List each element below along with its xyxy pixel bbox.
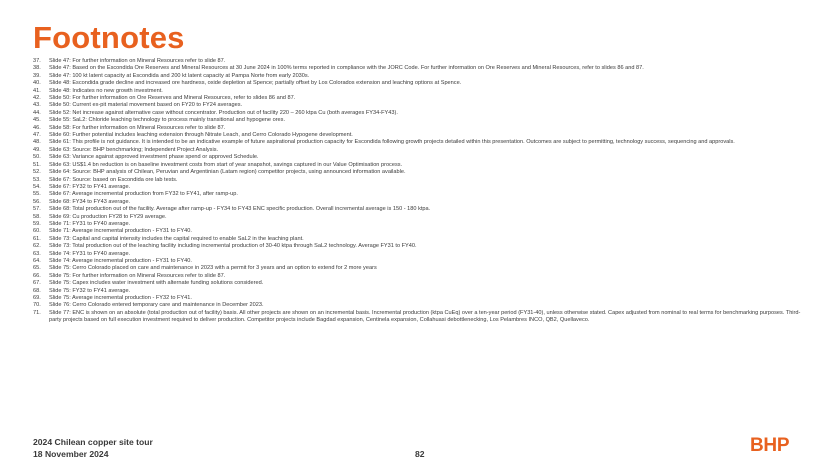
footnote-item [33,288,808,295]
footnote-text: Slide 75: Capex includes water investment with alternate funding solutions considered. [49,280,264,287]
footnote-text: Slide 68: Total production out of the facility. Average after ramp-up - FY34 to FY43 ENC specific production. Overall incremental average is 150 - 180 ktpa. [49,206,431,213]
footnote-item [33,295,808,302]
footnote-item [33,228,808,235]
footnote-text: Slide 48: Indicates no new growth investment. [49,87,163,94]
footnote-item [33,258,808,265]
footnote-item [33,125,808,132]
footnote-text: Slide 71: FY31 to FY40 average. [49,220,131,227]
footnote-item [33,139,808,146]
footnote-item [33,310,808,325]
footnote-number: 58. [33,213,41,220]
footnote-number: 69. [33,295,41,301]
footnote-item [33,214,808,221]
footnote-text: Slide 67: Average incremental production from FY32 to FY41, after ramp-up. [49,191,238,198]
footnote-item [33,184,808,191]
footnote-text: Slide 64: Source: BHP analysis of Chilean, Peruvian and Argentinian (Latam region) competitor projects, using announced information available. [49,169,406,176]
footnote-text: Slide 52: Net increase against alternative case without concentrator. Production out of facility 220 – 260 ktpa Cu (both averages FY34-FY43). [49,109,398,116]
footnote-text: Slide 75: Average incremental production - FY32 to FY41. [49,295,192,301]
footnote-text: Slide 75: For further information on Mineral Resources refer to slide 87. [49,272,226,279]
footnote-number: 44. [33,109,41,116]
footnote-item [33,177,808,184]
footnote-text: Slide 69: Cu production FY28 to FY29 average. [49,213,167,220]
bhp-logo: BHP [750,435,790,456]
footer-event: 2024 Chilean copper site tour [33,437,153,447]
page-number: 82 [415,449,425,459]
footnote-item [33,65,808,72]
page-title: Footnotes [33,20,185,55]
footnote-item [33,88,808,95]
footnote-item [33,110,808,117]
footnote-number: 37. [33,58,41,64]
footnote-number: 51. [33,161,41,168]
footnote-number: 60. [33,228,41,235]
footnote-number: 66. [33,272,41,279]
footnote-item [33,147,808,154]
footnote-number: 59. [33,220,41,227]
footnote-item [33,102,808,109]
footnote-item [33,117,808,124]
footnote-number: 61. [33,235,41,242]
footnote-text: Slide 63: Source: BHP benchmarking; Independent Project Analysis. [49,146,219,153]
footnote-number: 40. [33,80,41,87]
footnote-item [33,58,808,65]
footnote-item [33,236,808,243]
footnote-number: 65. [33,265,41,272]
footnote-number: 53. [33,176,41,183]
footnote-item [33,132,808,139]
footnote-text: Slide 63: US$1.4 bn reduction is on baseline investment costs from start of year snapshot, savings captured in our Value Optimisation process. [49,161,403,168]
footnote-number: 64. [33,257,41,264]
footnote-text: Slide 58: For further information on Mineral Resources refer to slide 87. [49,124,226,131]
footnote-number: 52. [33,169,41,176]
footnote-text: Slide 71: Average incremental production - FY31 to FY40. [49,228,192,235]
footnote-text: Slide 48: Escondida grade decline and increased ore hardness, oxide depletion at Spence; partially offset by Los Colorados extension and leaching options at Spence. [49,80,462,87]
footnote-item [33,273,808,280]
footnote-number: 71. [33,309,41,316]
footnote-text: Slide 73: Capital and capital intensity includes the capital required to enable SaL2 in the leaching plant. [49,235,304,242]
footnote-text: Slide 47: 100 kt latent capacity at Escondida and 200 kt latent capacity at Pampa Norte from early 2030s. [49,72,310,79]
footnote-number: 47. [33,132,41,139]
footnote-number: 42. [33,95,41,102]
footnote-text: Slide 50: For further information on Ore Reserves and Mineral Resources, refer to slides 86 and 87. [49,95,296,102]
footnote-number: 39. [33,72,41,79]
footnote-item [33,95,808,102]
footnote-number: 62. [33,243,41,250]
footnote-text: Slide 75: FY32 to FY41 average. [49,287,131,294]
footnote-text: Slide 68: FY34 to FY43 average. [49,198,131,205]
footnote-number: 54. [33,183,41,190]
footnote-text: Slide 63: Variance against approved investment phase spend or approved Schedule. [49,154,259,161]
footnote-item [33,280,808,287]
footnote-number: 63. [33,250,41,257]
footnote-item [33,221,808,228]
footnote-number: 50. [33,154,41,161]
footnote-item [33,302,808,309]
footnote-text: Slide 77: ENC is shown on an absolute (total production out of facility) basis. All other projects are shown on an incremental basis. Incremental production (ktpa CuEq) over a ten-year period (FY31-40), unless otherwise stated. Capex adjusted from nominal to real terms for benchmarking purposes. Third-party projects based on full execution investment required to deliver production. Competitor projects include Bagdad expansion, Centinela expansion, Collahuasi debottlenecking, Los Pelambres INCO, QB2, Quellaveco. [49,309,801,324]
footnotes-list [33,58,808,325]
footnote-number: 57. [33,206,41,213]
footnote-item [33,199,808,206]
footnote-number: 43. [33,102,41,109]
footnote-text: Slide 60: Further potential includes leaching extension through Nitrate Leach, and Cerro Colorado Hypogene development. [49,132,353,139]
footnote-text: Slide 67: Source: based on Escondida ore lab tests. [49,176,178,183]
footnote-text: Slide 74: FY31 to FY40 average. [49,250,131,257]
footnote-text: Slide 67: FY32 to FY41 average. [49,183,131,190]
footer-info [33,436,153,460]
footnote-item [33,169,808,176]
footnote-number: 68. [33,287,41,294]
footnote-text: Slide 61: This profile is not guidance. It is intended to be an indicative example of future aspirational production capacity for Escondida following growth projects detailed within this presentation. Outcomes are subject to permitting, technology success, sequencing and approvals. [49,139,735,146]
footnote-text: Slide 73: Total production out of the leaching facility including incremental production of 30-40 ktpa through SaL2 technology. Average FY31 to FY40. [49,243,417,250]
footnote-number: 45. [33,117,41,124]
footnote-text: Slide 76: Cerro Colorado entered temporary care and maintenance in December 2023. [49,302,264,309]
footnote-item [33,154,808,161]
footnote-number: 67. [33,280,41,287]
footnote-number: 55. [33,191,41,198]
footnote-item [33,191,808,198]
footnote-text: Slide 74: Average incremental production - FY31 to FY40. [49,257,192,264]
footnote-number: 38. [33,65,41,72]
footnote-item [33,251,808,258]
footnote-number: 48. [33,139,41,146]
footnote-number: 49. [33,146,41,153]
footnote-number: 56. [33,198,41,205]
footnote-item [33,162,808,169]
footnote-item [33,265,808,272]
footnote-item [33,206,808,213]
footnote-text: Slide 75: Cerro Colorado placed on care and maintenance in 2023 with a permit for 3 years and an option to extend for 2 more years [49,265,377,272]
footnote-number: 70. [33,302,41,309]
footnote-item [33,80,808,87]
footnote-text: Slide 50: Current ex-pit material movement based on FY20 to FY24 averages. [49,102,243,109]
footnote-text: Slide 55: SaL2: Chloride leaching technology to process mainly transitional and hypogene ores. [49,117,286,124]
footer-date: 18 November 2024 [33,449,109,459]
footnote-number: 46. [33,124,41,131]
footnote-number: 41. [33,87,41,94]
footnote-text: Slide 47: Based on the Escondida Ore Reserves and Mineral Resources at 30 June 2024 in 100% terms reported in compliance with the JORC Code. For further information on Ore Reserves and Mineral Resources, refer to slides 86 and 87. [49,65,644,72]
footnote-item [33,73,808,80]
footnote-text: Slide 47: For further information on Mineral Resources refer to slide 87. [49,58,226,64]
footnote-item [33,243,808,250]
